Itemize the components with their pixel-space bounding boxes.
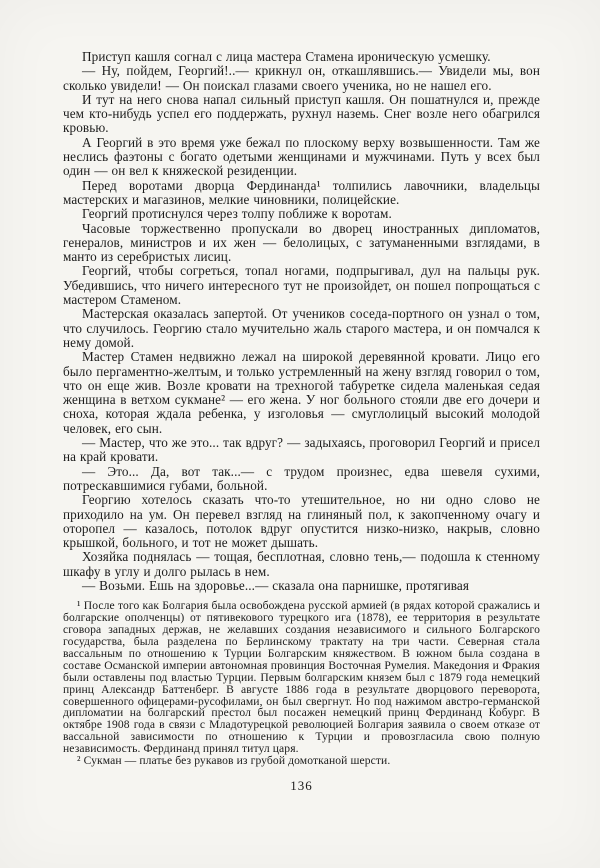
page-number: 136	[290, 777, 313, 793]
footnote: ² Сукман — платье без рукавов из грубой домотканой шерсти.	[77, 754, 391, 768]
paragraph: Хозяйка поднялась — тощая, бесплотная, словно тень,— подошла к стенному шкафу в углу и долго рылась в нем.	[63, 549, 540, 579]
paragraph: Мастерская оказалась запертой. От учеников соседа-портного он узнал о том, что случилось. Георгию стало мучительно жаль старого мастера, и он помчался к нему домой.	[63, 306, 540, 350]
paragraph: Приступ кашля согнал с лица мастера Стамена ироническую усмешку.	[82, 49, 491, 64]
paragraph: А Георгий в это время уже бежал по плоскому верху возвышенности. Там же неслись фаэтоны с богато одетыми женщинами и мужчинами. Путь у всех был один — он вел к княжеской резиденции.	[63, 134, 540, 179]
paragraph: — Мастер, что же это... так вдруг? — задыхаясь, проговорил Георгий и присел на край кровати.	[63, 435, 540, 465]
paragraph: Перед воротами дворца Фердинанда¹ толпились лавочники, владельцы мастерских и магазинов, мелкие чиновники, полицейские.	[63, 177, 540, 207]
paragraph: Часовые торжественно пропускали во дворец иностранных дипломатов, генералов, министров и их жен — белолицых, с затуманенными взглядами, в манто из серебристых лисиц.	[63, 220, 540, 265]
paragraph: Мастер Стамен недвижно лежал на широкой деревянной кровати. Лицо его было пергаментно-желтым, и только устремленный на жену взгляд говорил о том, что он еще жив. Возле кровати на трехногой табуретке сидела маленькая седая женщина в ветхом сукмане² — его жена. У ног больного стояли две его дочери и сноха, которая ждала ребенка, у изголовья — смуглолицый высокий молодой человек, его сын.	[63, 349, 540, 436]
paragraph: И тут на него снова напал сильный приступ кашля. Он пошатнулся и, прежде чем кто-нибудь успел его поддержать, рухнул наземь. Снег возле него обагрился кровью.	[63, 91, 540, 136]
footnote: ¹ После того как Болгария была освобождена русской армией (в рядах которой сражались и болгарские ополченцы) от пятивекового турецкого ига (1878), ее территория в результате сговора западных держав, не желавших создания независимого и сильного Болгарского государства, была разделена по Берлинскому трактату на три части. Северная стала вассальным по отношению к Турции Болгарским княжеством. В южном была создана в составе Османской империи автономная провинция Восточная Румелия. Македония и Фракия были оставлены под властью Турции. Первым болгарским князем был с 1879 года немецкий принц Александр Баттенберг. В августе 1886 года в результате дворцового переворота, совершенного офицерами-русофилами, он был свергнут. Но под нажимом австро-германской дипломатии на болгарский престол был посажен немецкий принц Фердинанд Кобург. В октябре 1908 года в связи с Младотурецкой революцией Болгария заявила о своем отказе от вассальной зависимости по отношению к Турции и провозгласила свою полную независимость. Фердинанд принял титул царя.	[63, 599, 540, 756]
paragraph: — Ну, пойдем, Георгий!..— крикнул он, откашлявшись.— Увидели мы, вон сколько увидели! — Он поискал глазами своего ученика, но не нашел его.	[63, 63, 540, 93]
main-text	[63, 50, 540, 593]
paragraph: — Это... Да, вот так...— с трудом произнес, едва шевеля сухими, потрескавшимися губами, больной.	[63, 463, 540, 493]
paragraph: Георгий, чтобы согреться, топал ногами, подпрыгивал, дул на пальцы рук. Убедившись, что ничего интересного тут не произойдет, он пошел попрощаться с мастером Стаменом.	[63, 263, 540, 308]
paragraph: Георгий протиснулся через толпу поближе к воротам.	[82, 206, 392, 222]
paragraph: — Возьми. Ешь на здоровье...— сказала она парнишке, протягивая	[82, 577, 470, 593]
footnotes	[63, 600, 540, 767]
paragraph: Георгию хотелось сказать что-то утешительное, но ни одно слово не приходило на ум. Он перевел взгляд на глиняный пол, к закопченному очагу и оторопел — казалось, потолок вдруг опустится низко-низко, накрыв, словно крышкой, больного, и тот не может дышать.	[63, 492, 540, 551]
